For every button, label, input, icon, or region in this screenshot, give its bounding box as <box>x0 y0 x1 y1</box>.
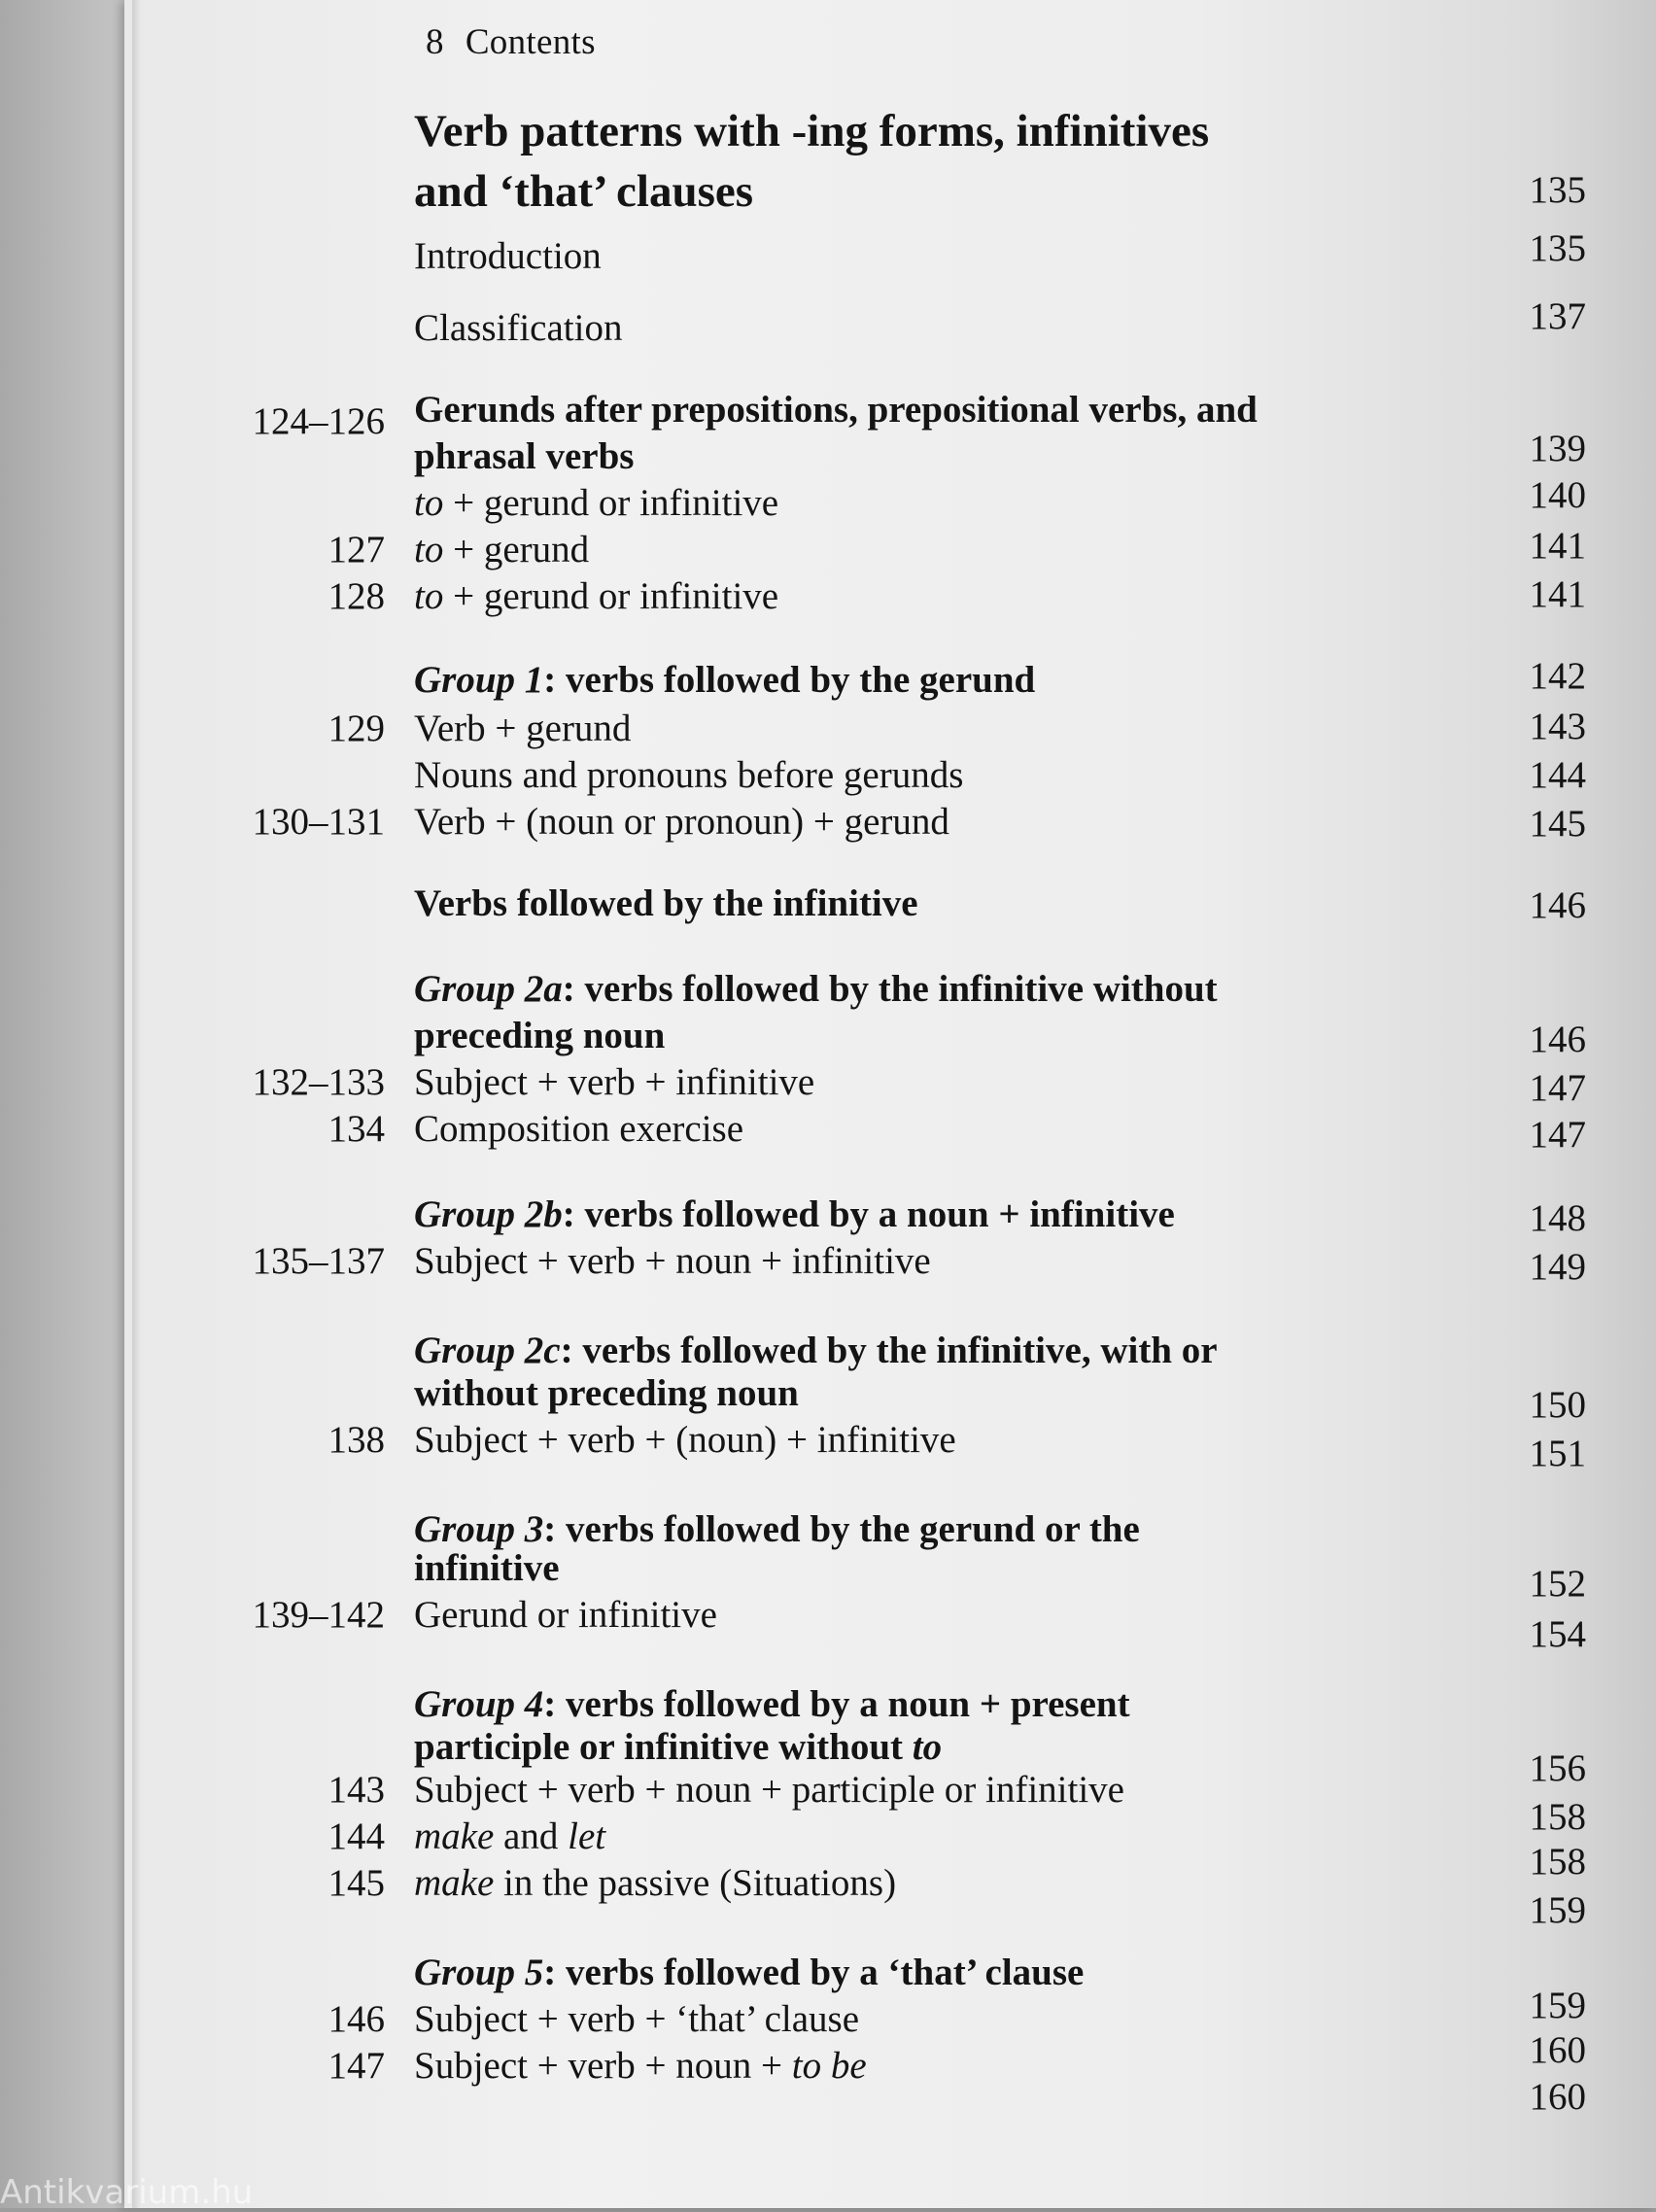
section-number: 147 <box>328 2045 385 2087</box>
main-heading-line1: Verb patterns with -ing forms, infinitives <box>414 106 1210 156</box>
entry-title <box>414 1192 1386 1238</box>
entry-page: 160 <box>1529 2076 1586 2118</box>
entry-page: 152 <box>1529 1563 1586 1605</box>
entry-title-line2 <box>414 1724 1386 1771</box>
entry-title <box>414 1814 1386 1860</box>
entry-title-rest: in the passive (Situations) <box>494 1862 897 1904</box>
section-number: 132–133 <box>252 1061 385 1103</box>
entry-page: 143 <box>1529 706 1586 747</box>
entry-italic-word: make <box>414 1815 495 1857</box>
entry-title: Subject + verb + noun + infinitive <box>414 1240 931 1282</box>
entry-title-line1 <box>414 966 1386 1013</box>
entry-title <box>414 2043 1386 2090</box>
group-title-rest: : verbs followed by a noun + present <box>543 1683 1130 1725</box>
group-title-rest: : verbs followed by the infinitive, with or <box>560 1330 1218 1371</box>
group-title-rest: : verbs followed by the infinitive without <box>562 968 1218 1010</box>
entry-page: 144 <box>1529 754 1586 796</box>
entry-title: Nouns and pronouns before gerunds <box>414 754 964 796</box>
entry-title: Gerund or infinitive <box>414 1594 717 1636</box>
entry-title <box>414 1860 1386 1907</box>
entry-page: 158 <box>1529 1841 1586 1883</box>
entry-title: Subject + verb + ‘that’ clause <box>414 1998 860 2040</box>
section-number: 134 <box>328 1108 385 1150</box>
entry-italic-word: to be <box>791 2045 867 2087</box>
entry-page: 137 <box>1529 295 1586 337</box>
watermark: Antikvarium.hu <box>0 2173 254 2212</box>
header-page-number: 8 <box>426 22 444 62</box>
section-number: 124–126 <box>252 400 385 442</box>
entry-title: Verb + gerund <box>414 708 632 749</box>
entry-title: Classification <box>414 307 623 349</box>
entry-italic-word: to <box>912 1726 943 1768</box>
entry-title-line1: Gerunds after prepositions, prepositional verbs, and <box>414 389 1258 431</box>
section-number: 129 <box>328 708 385 749</box>
entry-page: 147 <box>1529 1114 1586 1156</box>
entry-page: 149 <box>1529 1246 1586 1288</box>
group-label: Group 4 <box>414 1683 544 1725</box>
entry-title-rest: + gerund or infinitive <box>443 575 779 617</box>
entry-title <box>414 573 1386 620</box>
entry-page: 141 <box>1529 525 1586 567</box>
entry-page: 141 <box>1529 573 1586 615</box>
entry-page: 146 <box>1529 1019 1586 1060</box>
group-label: Group 2a <box>414 968 563 1010</box>
entry-page: 135 <box>1529 227 1586 269</box>
entry-page: 140 <box>1529 474 1586 516</box>
section-number: 128 <box>328 575 385 617</box>
entry-page: 150 <box>1529 1384 1586 1426</box>
entry-title-line2: infinitive <box>414 1547 560 1589</box>
entry-title: Introduction <box>414 235 602 277</box>
entry-italic-word: make <box>414 1862 495 1904</box>
group-label: Group 5 <box>414 1952 544 1993</box>
entry-title: Verbs followed by the infinitive <box>414 882 918 924</box>
entry-title-rest: and <box>494 1815 569 1857</box>
entry-title-rest: + gerund <box>443 529 590 570</box>
entry-page: 159 <box>1529 1985 1586 2026</box>
main-heading-page: 135 <box>1529 169 1586 211</box>
section-number: 144 <box>328 1815 385 1857</box>
group-label: Group 3 <box>414 1508 544 1550</box>
entry-page: 160 <box>1529 2029 1586 2071</box>
entry-title-line2: without preceding noun <box>414 1372 799 1414</box>
section-number: 135–137 <box>252 1240 385 1282</box>
entry-page: 145 <box>1529 803 1586 845</box>
entry-page: 142 <box>1529 655 1586 697</box>
entry-italic-word: let <box>568 1815 606 1857</box>
entry-page: 154 <box>1529 1613 1586 1655</box>
section-number: 146 <box>328 1998 385 2040</box>
entry-title: Verb + (noun or pronoun) + gerund <box>414 801 949 843</box>
entry-italic-word: to <box>414 482 444 524</box>
entry-title-line1 <box>414 1328 1386 1374</box>
entry-title: Subject + verb + infinitive <box>414 1061 815 1103</box>
entry-page: 158 <box>1529 1796 1586 1838</box>
entry-title <box>414 1950 1386 1996</box>
entry-page: 156 <box>1529 1747 1586 1789</box>
section-number: 145 <box>328 1862 385 1904</box>
entry-title-line2: phrasal verbs <box>414 435 635 477</box>
section-number: 139–142 <box>252 1594 385 1636</box>
entry-page: 151 <box>1529 1433 1586 1474</box>
entry-title <box>414 480 1386 527</box>
section-number: 127 <box>328 529 385 570</box>
entry-title-line2: preceding noun <box>414 1015 666 1056</box>
entry-page: 159 <box>1529 1889 1586 1931</box>
group-title-line2: participle or infinitive without <box>414 1726 913 1768</box>
group-title-rest: : verbs followed by a ‘that’ clause <box>543 1952 1085 1993</box>
entry-title-rest: + gerund or infinitive <box>443 482 779 524</box>
running-header <box>426 21 596 63</box>
entry-title: Subject + verb + (noun) + infinitive <box>414 1419 956 1461</box>
section-number: 130–131 <box>252 801 385 843</box>
entry-title <box>414 657 1386 704</box>
main-heading-line2: and ‘that’ clauses <box>414 166 754 217</box>
entry-page: 146 <box>1529 884 1586 926</box>
header-title: Contents <box>465 22 596 62</box>
group-label: Group 2b <box>414 1193 563 1235</box>
group-label: Group 1 <box>414 659 544 701</box>
entry-page: 139 <box>1529 428 1586 469</box>
entry-italic-word: to <box>414 529 444 570</box>
entry-title: Subject + verb + noun + participle or infinitive <box>414 1769 1124 1811</box>
section-number: 138 <box>328 1419 385 1461</box>
group-title-rest: : verbs followed by a noun + infinitive <box>562 1193 1175 1235</box>
entry-title-line1 <box>414 1681 1386 1728</box>
group-title-rest: : verbs followed by the gerund <box>543 659 1036 701</box>
group-title-rest: : verbs followed by the gerund or the <box>543 1508 1140 1550</box>
entry-title-rest: Subject + verb + noun + <box>414 2045 792 2087</box>
entry-italic-word: to <box>414 575 444 617</box>
section-number: 143 <box>328 1769 385 1811</box>
entry-page: 147 <box>1529 1067 1586 1109</box>
entry-title: Composition exercise <box>414 1108 744 1150</box>
entry-title <box>414 527 1386 573</box>
entry-page: 148 <box>1529 1197 1586 1239</box>
page-edge <box>132 0 140 2208</box>
group-label: Group 2c <box>414 1330 561 1371</box>
